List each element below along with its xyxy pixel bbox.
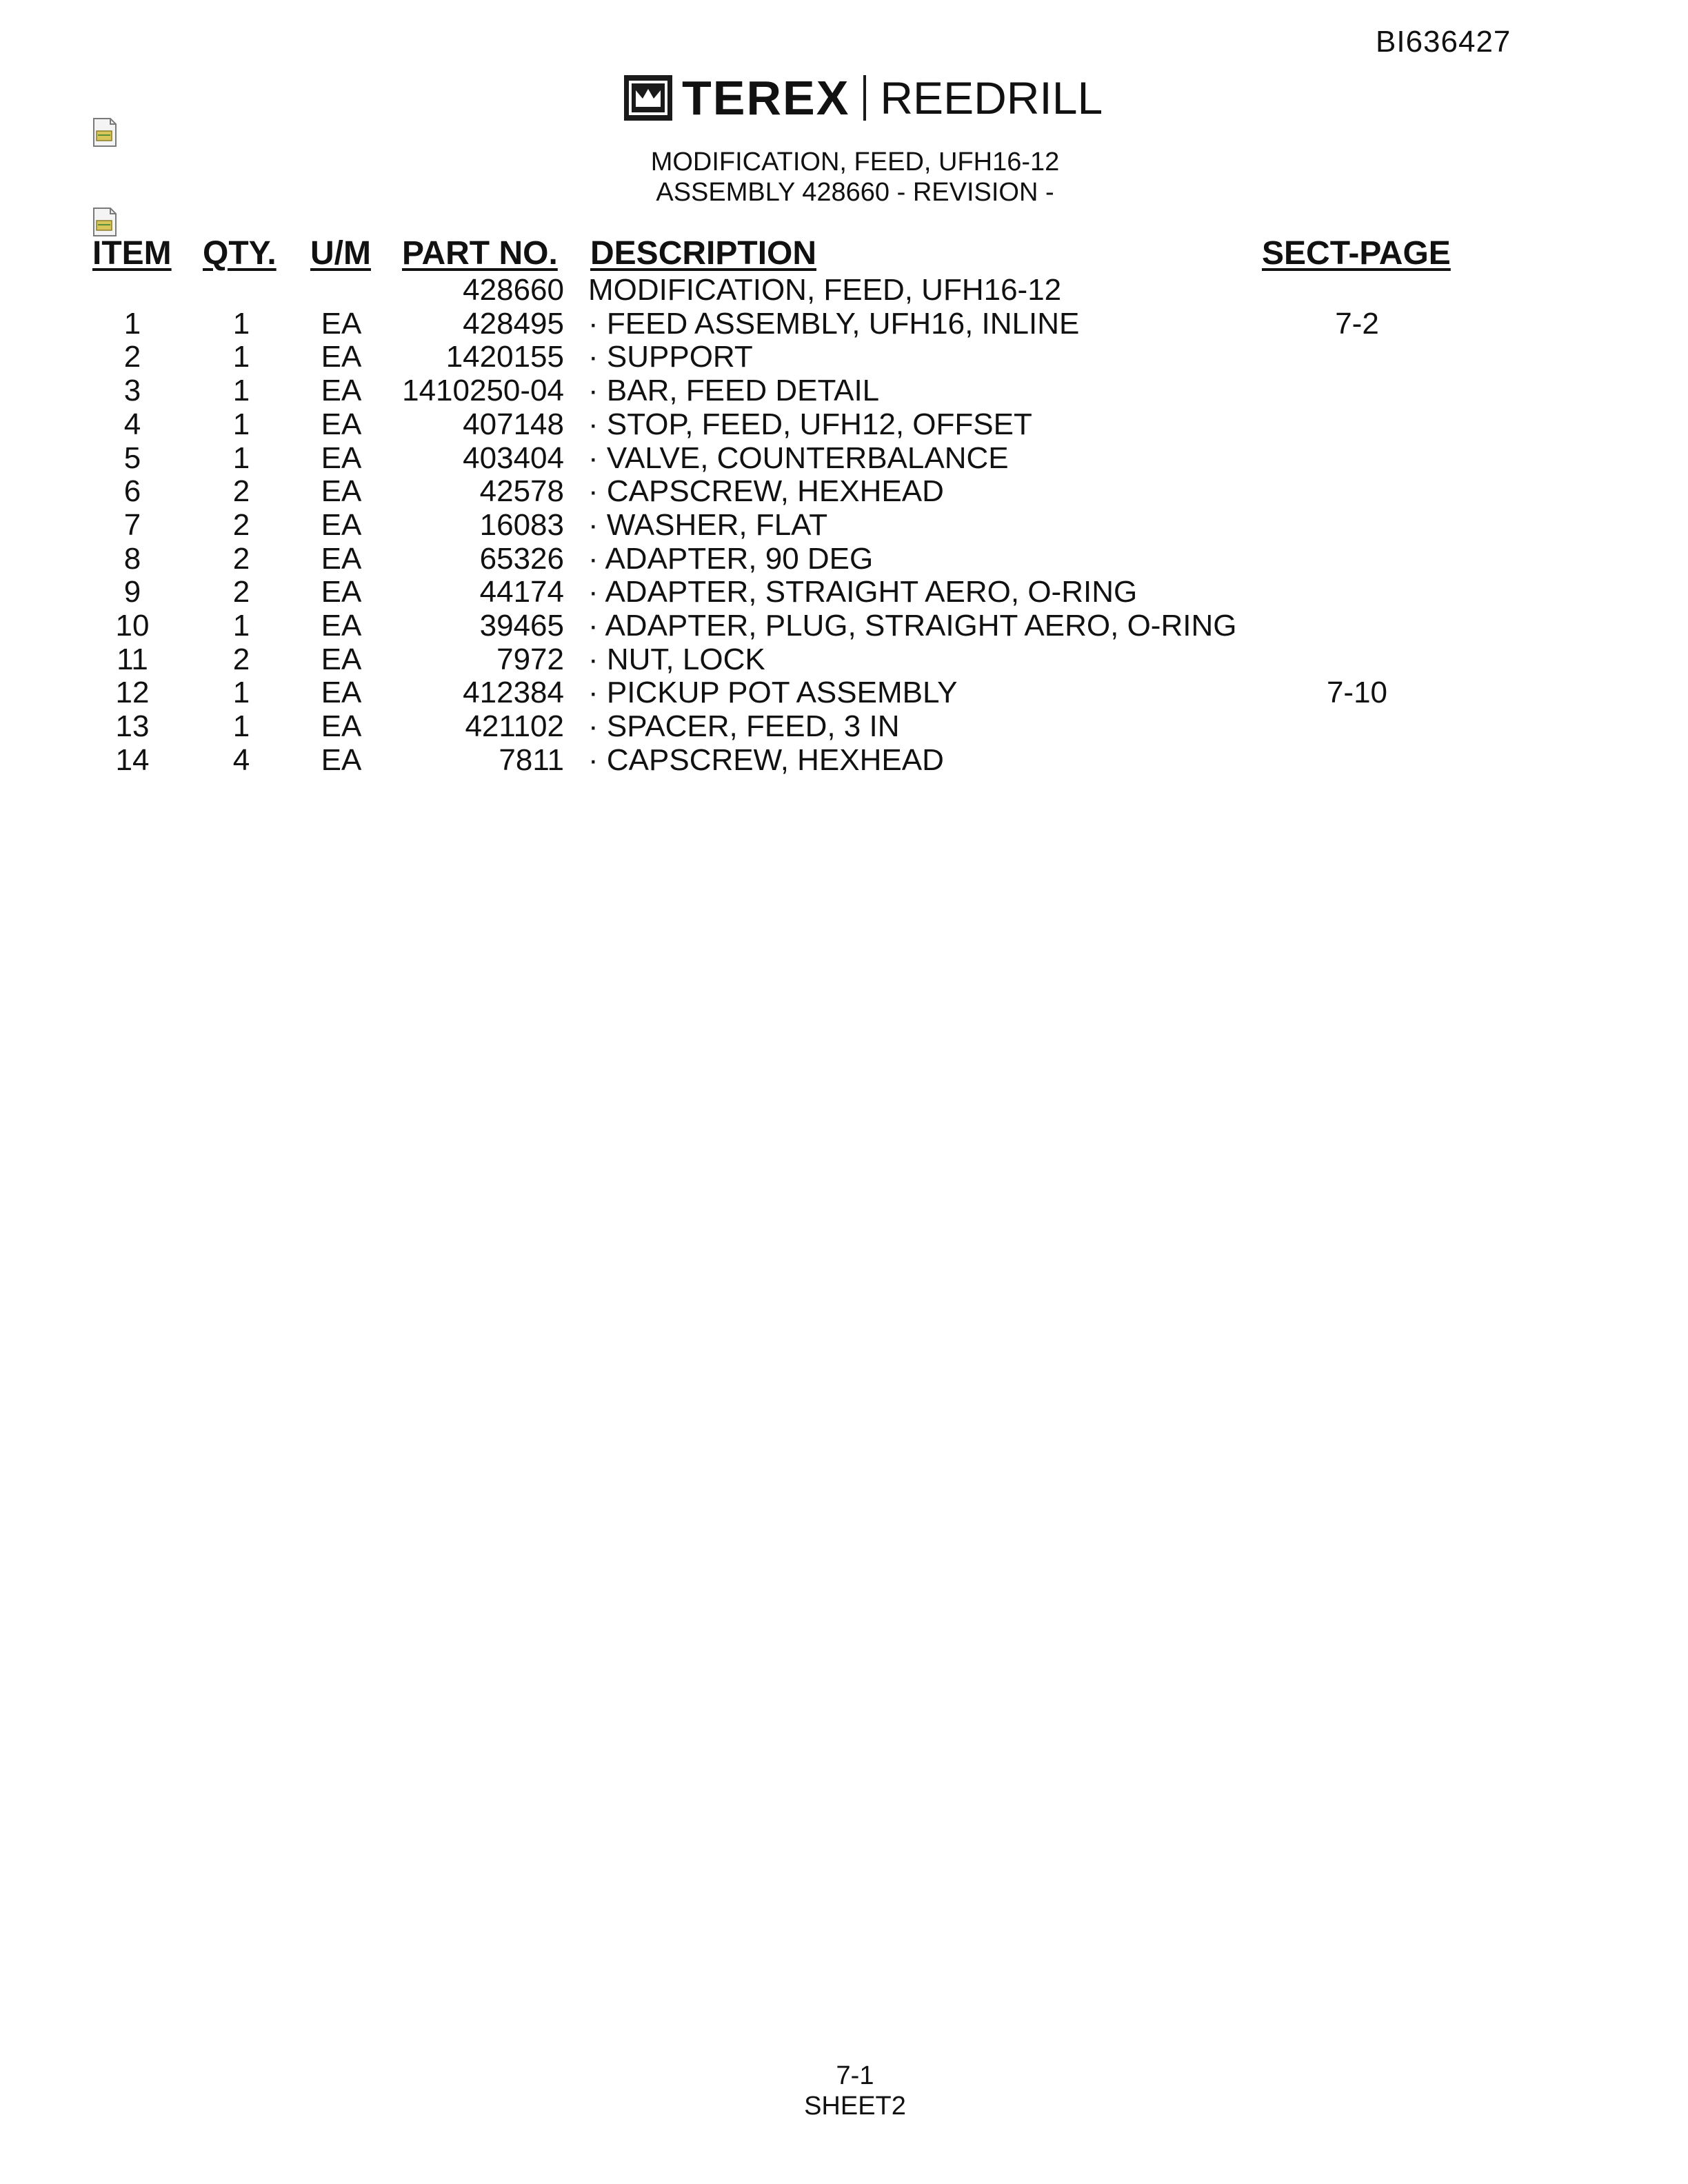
item-number: 10 [115,609,150,643]
logo-divider [863,75,866,121]
table-row [0,407,1688,441]
unit-of-measure: EA [321,374,362,407]
part-number: 407148 [463,407,564,441]
unit-of-measure: EA [321,307,362,341]
unit-of-measure: EA [321,709,362,743]
part-number: 1420155 [445,340,564,374]
item-number: 3 [123,374,141,407]
part-number: 16083 [479,508,564,542]
attachment-icon[interactable] [91,117,119,148]
quantity: 1 [232,709,250,743]
item-number: 6 [123,474,141,508]
brand-logo [624,73,1103,123]
terex-crown-icon [624,75,672,121]
unit-of-measure: EA [321,441,362,475]
description: · CAPSCREW, HEXHEAD [588,743,944,777]
unit-of-measure: EA [321,340,362,374]
unit-of-measure: EA [321,609,362,643]
column-header-part-no: PART NO. [402,235,558,272]
part-number: 39465 [479,609,564,643]
quantity: 1 [232,441,250,475]
column-header-sect-page: SECT-PAGE [1262,235,1451,272]
table-row [0,643,1688,676]
description: · FEED ASSEMBLY, UFH16, INLINE [588,307,1080,341]
part-number: 42578 [479,474,564,508]
table-row [0,743,1688,777]
item-number: 7 [123,508,141,542]
description: · VALVE, COUNTERBALANCE [588,441,1009,475]
part-number: 7811 [499,743,564,777]
page-number: 7-1 [836,2061,874,2090]
table-row [0,676,1688,709]
assembly-title: MODIFICATION, FEED, UFH16-12 [650,148,1060,176]
unit-of-measure: EA [321,407,362,441]
description: · ADAPTER, PLUG, STRAIGHT AERO, O-RING [588,609,1237,643]
description: · WASHER, FLAT [588,508,828,542]
description: · ADAPTER, STRAIGHT AERO, O-RING [588,575,1138,609]
quantity: 2 [232,575,250,609]
quantity: 1 [232,374,250,407]
unit-of-measure: EA [321,575,362,609]
table-row [0,340,1688,374]
quantity: 1 [232,340,250,374]
unit-of-measure: EA [321,474,362,508]
sect-page: 7-10 [1326,676,1388,709]
column-header-qty: QTY. [203,235,277,272]
column-header-description: DESCRIPTION [590,235,817,272]
quantity: 1 [232,407,250,441]
table-row [0,441,1688,475]
quantity: 4 [232,743,250,777]
table-row [0,609,1688,643]
description: · PICKUP POT ASSEMBLY [588,676,958,709]
part-number: 44174 [479,575,564,609]
quantity: 1 [232,676,250,709]
table-row [0,709,1688,743]
item-number: 9 [123,575,141,609]
document-id: BI636427 [1376,25,1511,59]
part-number: 428495 [463,307,564,341]
quantity: 1 [232,609,250,643]
sect-page: 7-2 [1335,307,1379,341]
item-number: 1 [123,307,141,341]
item-number: 5 [123,441,141,475]
item-number: 12 [115,676,150,709]
part-number: 65326 [479,542,564,576]
table-row [0,307,1688,341]
quantity: 2 [232,508,250,542]
unit-of-measure: EA [321,542,362,576]
item-number: 14 [115,743,150,777]
table-row [0,374,1688,407]
quantity: 2 [232,643,250,676]
column-header-item: ITEM [92,235,172,272]
part-number: 1410250-04 [402,374,564,407]
description: · CAPSCREW, HEXHEAD [588,474,944,508]
item-number: 4 [123,407,141,441]
description: MODIFICATION, FEED, UFH16-12 [588,273,1062,307]
logo-sub-text: REEDRILL [880,72,1103,123]
description: · ADAPTER, 90 DEG [588,542,874,576]
unit-of-measure: EA [321,643,362,676]
quantity: 2 [232,474,250,508]
description: · BAR, FEED DETAIL [588,374,880,407]
part-number: 428660 [463,273,564,307]
unit-of-measure: EA [321,743,362,777]
part-number: 403404 [463,441,564,475]
item-number: 11 [117,643,148,676]
table-row [0,542,1688,576]
table-row [0,273,1688,307]
item-number: 2 [123,340,141,374]
quantity: 2 [232,542,250,576]
item-number: 13 [115,709,150,743]
description: · NUT, LOCK [588,643,765,676]
unit-of-measure: EA [321,508,362,542]
assembly-subtitle: ASSEMBLY 428660 - REVISION - [656,178,1054,207]
attachment-icon[interactable] [91,207,119,237]
description: · SUPPORT [588,340,753,374]
description: · SPACER, FEED, 3 IN [588,709,900,743]
table-row [0,575,1688,609]
description: · STOP, FEED, UFH12, OFFSET [588,407,1032,441]
part-number: 421102 [465,709,564,743]
part-number: 412384 [463,676,564,709]
table-row [0,508,1688,542]
table-row [0,474,1688,508]
unit-of-measure: EA [321,676,362,709]
logo-brand-text: TEREX [682,71,850,125]
part-number: 7972 [496,643,564,676]
column-header-um: U/M [310,235,371,272]
item-number: 8 [123,542,141,576]
quantity: 1 [232,307,250,341]
sheet-label: SHEET2 [804,2092,906,2121]
